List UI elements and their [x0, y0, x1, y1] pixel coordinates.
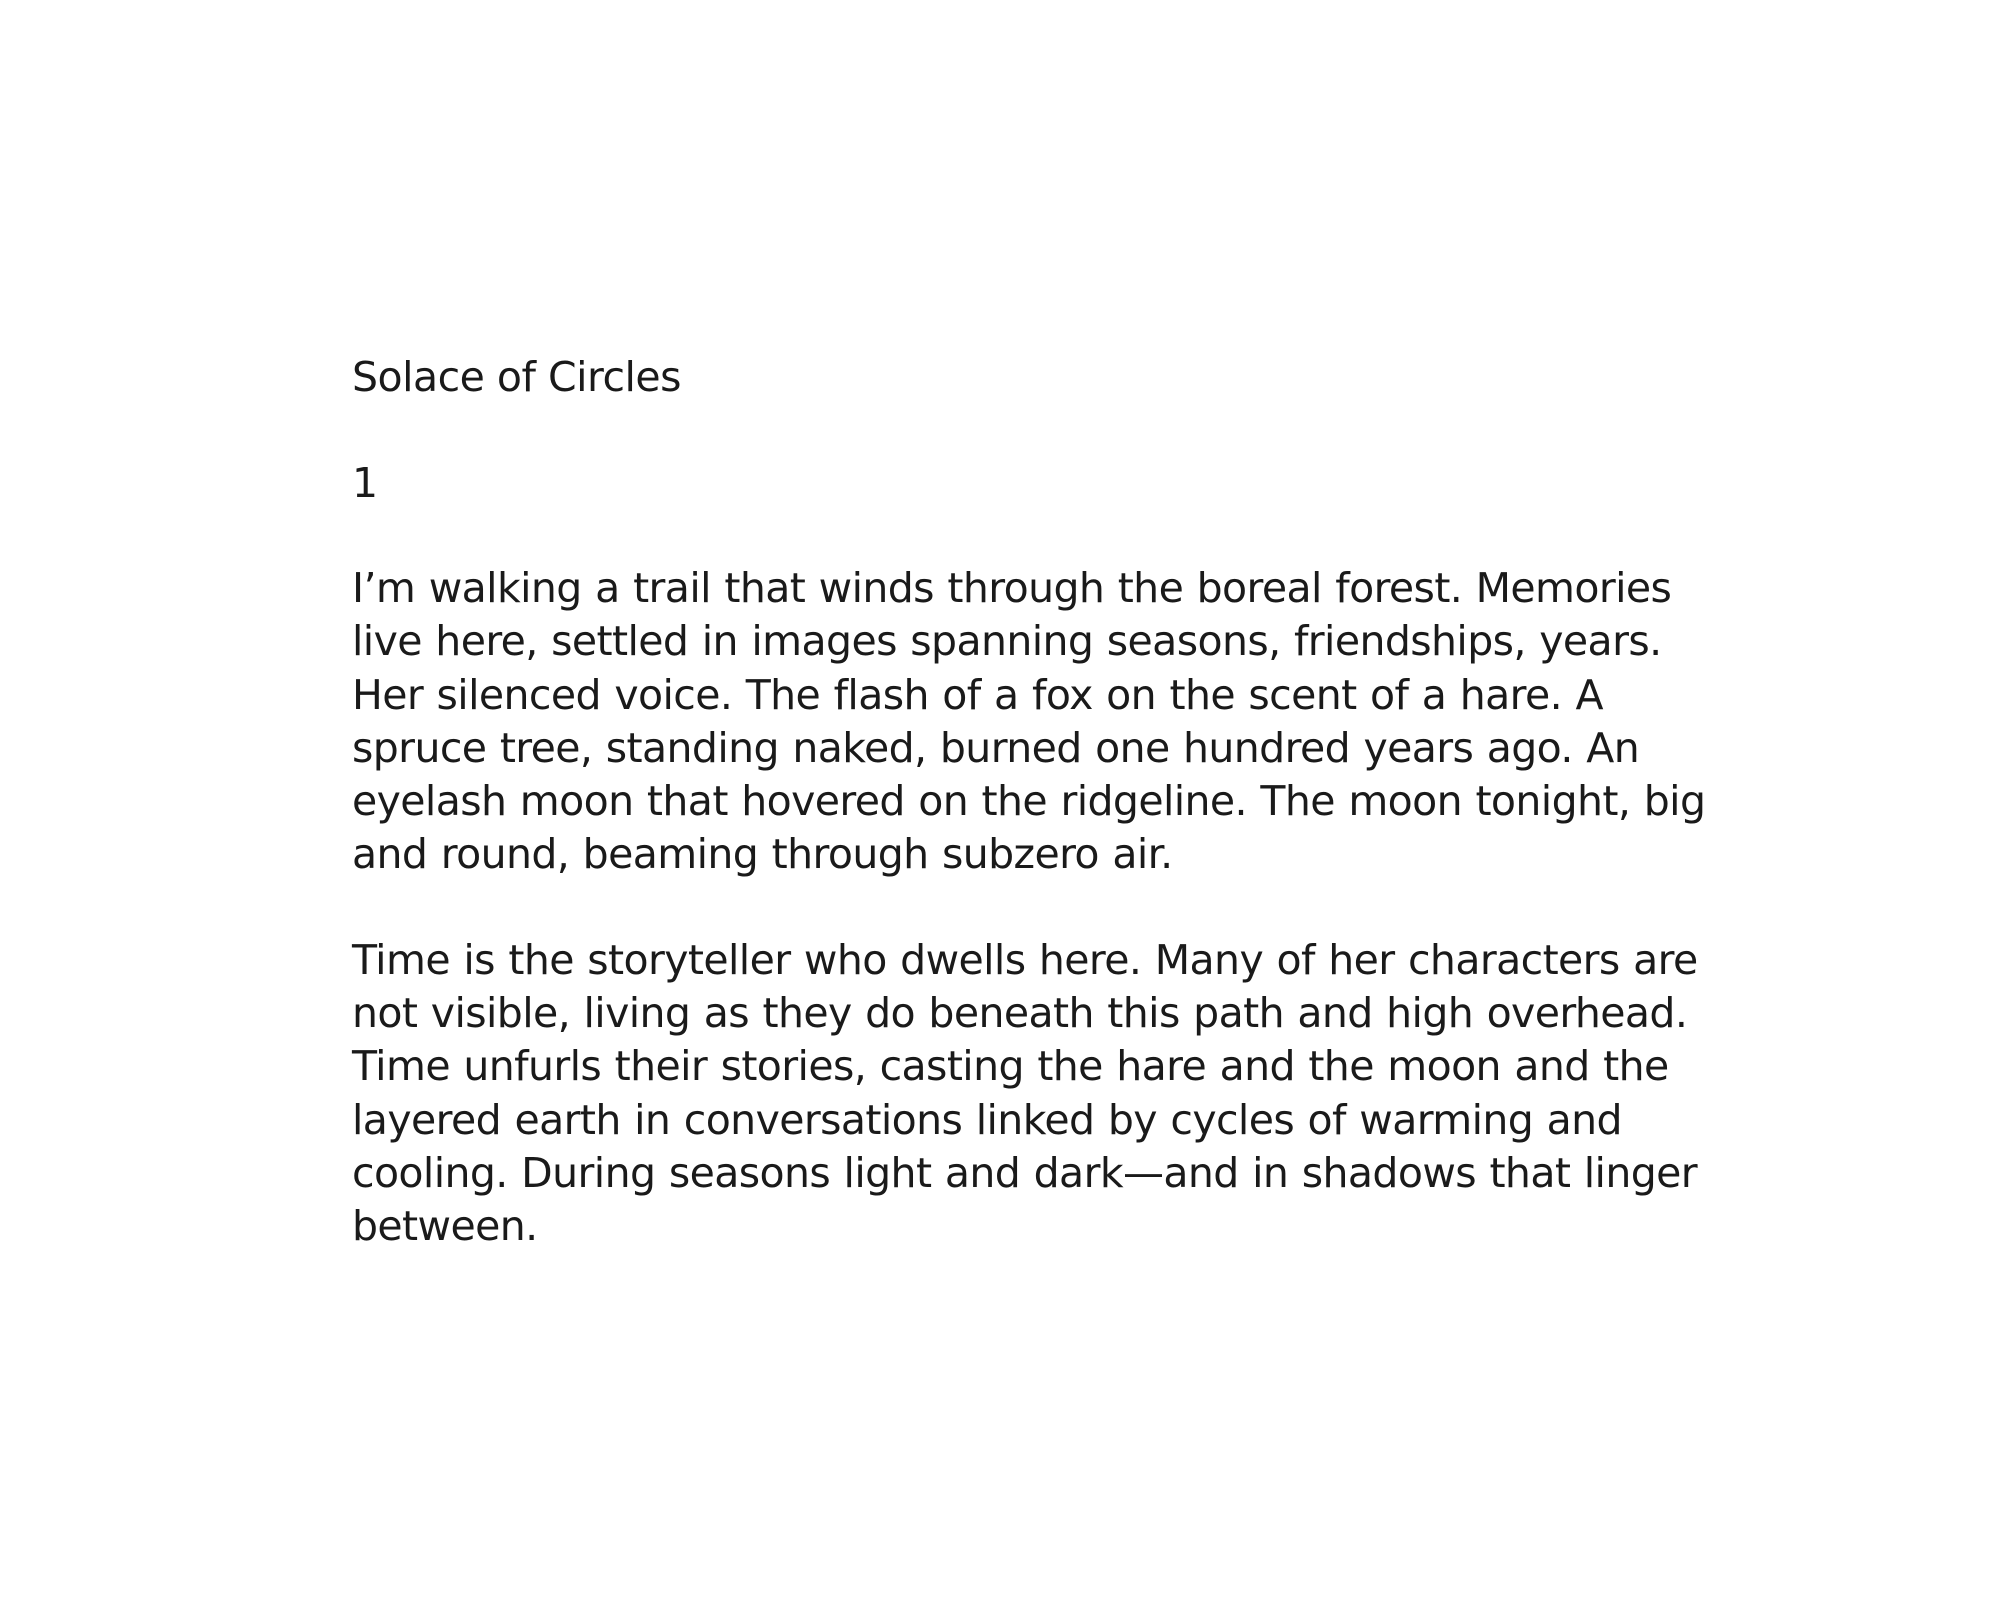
paragraph-1 — [352, 562, 1706, 882]
paragraph-line: layered earth in conversations linked by cycles of warming and — [352, 1095, 1622, 1144]
paragraph-line: I’m walking a trail that winds through the boreal forest. Memories — [352, 564, 1672, 612]
paragraph-2 — [352, 934, 1698, 1254]
page-content — [352, 350, 1706, 1254]
paragraph-line: and round, beaming through subzero air. — [352, 830, 1173, 879]
paragraph-line: between. — [352, 1202, 538, 1251]
paragraph-line: spruce tree, standing naked, burned one hundred years ago. An — [352, 723, 1640, 772]
section-number: 1 — [352, 459, 379, 507]
paragraph-line: live here, settled in images spanning seasons, friendships, years. — [352, 617, 1662, 666]
paragraph-line: Her silenced voice. The flash of a fox on the scent of a hare. A — [352, 670, 1603, 719]
page-title: Solace of Circles — [352, 353, 681, 401]
paragraph-line: not visible, living as they do beneath this path and high overhead. — [352, 989, 1688, 1038]
paragraph-line: eyelash moon that hovered on the ridgeline. The moon tonight, big — [352, 777, 1706, 826]
paragraph-line: cooling. During seasons light and dark—and in shadows that linger — [352, 1148, 1698, 1197]
paragraph-line: Time unfurls their stories, casting the hare and the moon and the — [352, 1042, 1669, 1091]
paragraph-line: Time is the storyteller who dwells here. Many of her characters are — [352, 935, 1698, 984]
